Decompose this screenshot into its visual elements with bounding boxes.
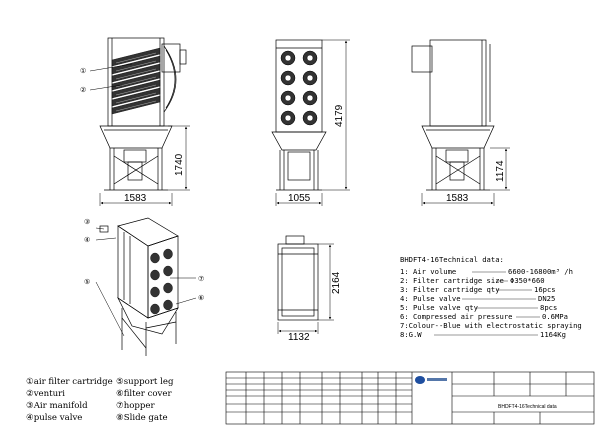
tech-data-table [400,267,582,339]
front-width-dim: 1583 [124,193,147,204]
tech-row-value: Φ350*660 [510,276,545,285]
tech-row-value: 8pcs [540,303,558,312]
side-view [272,40,326,190]
legend [26,377,174,423]
tech-row-label: 6: Compressed air pressure [400,312,513,321]
tech-data-title: BHDFT4-16Technical data: [400,255,504,264]
tech-row-value: 6600-16800m³ /h [508,267,573,276]
tech-row-label: 2: Filter cartridge size [400,276,504,285]
title-block [226,372,594,424]
tech-row-label: 7:Colour--Blue with electrostatic spraying [400,321,582,330]
tech-row-value: DN25 [538,294,556,303]
legend-item: ②venturi [26,389,66,399]
iso-callout-4: ④ [84,236,91,244]
legend-item: ①air filter cartridge [26,377,113,387]
side-view-cartridge-grid [281,51,317,125]
legend-item: ⑧Slide gate [116,413,168,423]
plan-view [278,236,318,320]
plan-view-dimensions [278,244,334,334]
rear-width-dim: 1583 [446,193,469,204]
tech-row-label: 1: Air volume [400,267,457,276]
rear-leg-height-dim: 1174 [495,160,506,182]
iso-callout-7: ⑦ [198,275,205,283]
tech-row-label: 5: Pulse valve qty [400,303,478,312]
tech-row-label: 3: Filter cartridge qty [400,285,500,294]
company-logo [415,376,447,384]
callout-2: ② [80,86,87,94]
front-view-cartridges [112,48,160,114]
legend-item: ⑤support leg [116,377,174,387]
front-leg-height-dim: 1740 [174,153,185,176]
legend-item: ③Air manifold [26,401,88,411]
iso-callout-5: ⑤ [84,278,91,286]
rear-view [412,40,494,190]
tech-row-label: 8:G.W [400,330,422,339]
tech-row-label: 4: Pulse valve [400,294,461,303]
iso-callout-6: ⑥ [198,294,205,302]
plan-depth-dim: 2164 [331,271,342,294]
callout-1: ① [80,67,87,75]
side-width-dim: 1055 [288,193,311,204]
tech-row-value: 1164Kg [540,330,566,339]
iso-callout-3: ③ [84,218,91,226]
plan-width-dim: 1132 [288,332,310,343]
tech-row-value: 0.6MPa [542,312,568,321]
tech-row-value: 16pcs [534,285,556,294]
iso-view-cartridges [151,249,173,314]
legend-item: ⑦hopper [116,401,155,411]
side-total-height-dim: 4179 [334,104,345,127]
drawing-title: BHDFT4-16Technical data [498,404,557,410]
legend-item: ⑥filter cover [116,389,172,399]
legend-item: ④pulse valve [26,413,83,423]
iso-view-callouts [96,228,196,336]
